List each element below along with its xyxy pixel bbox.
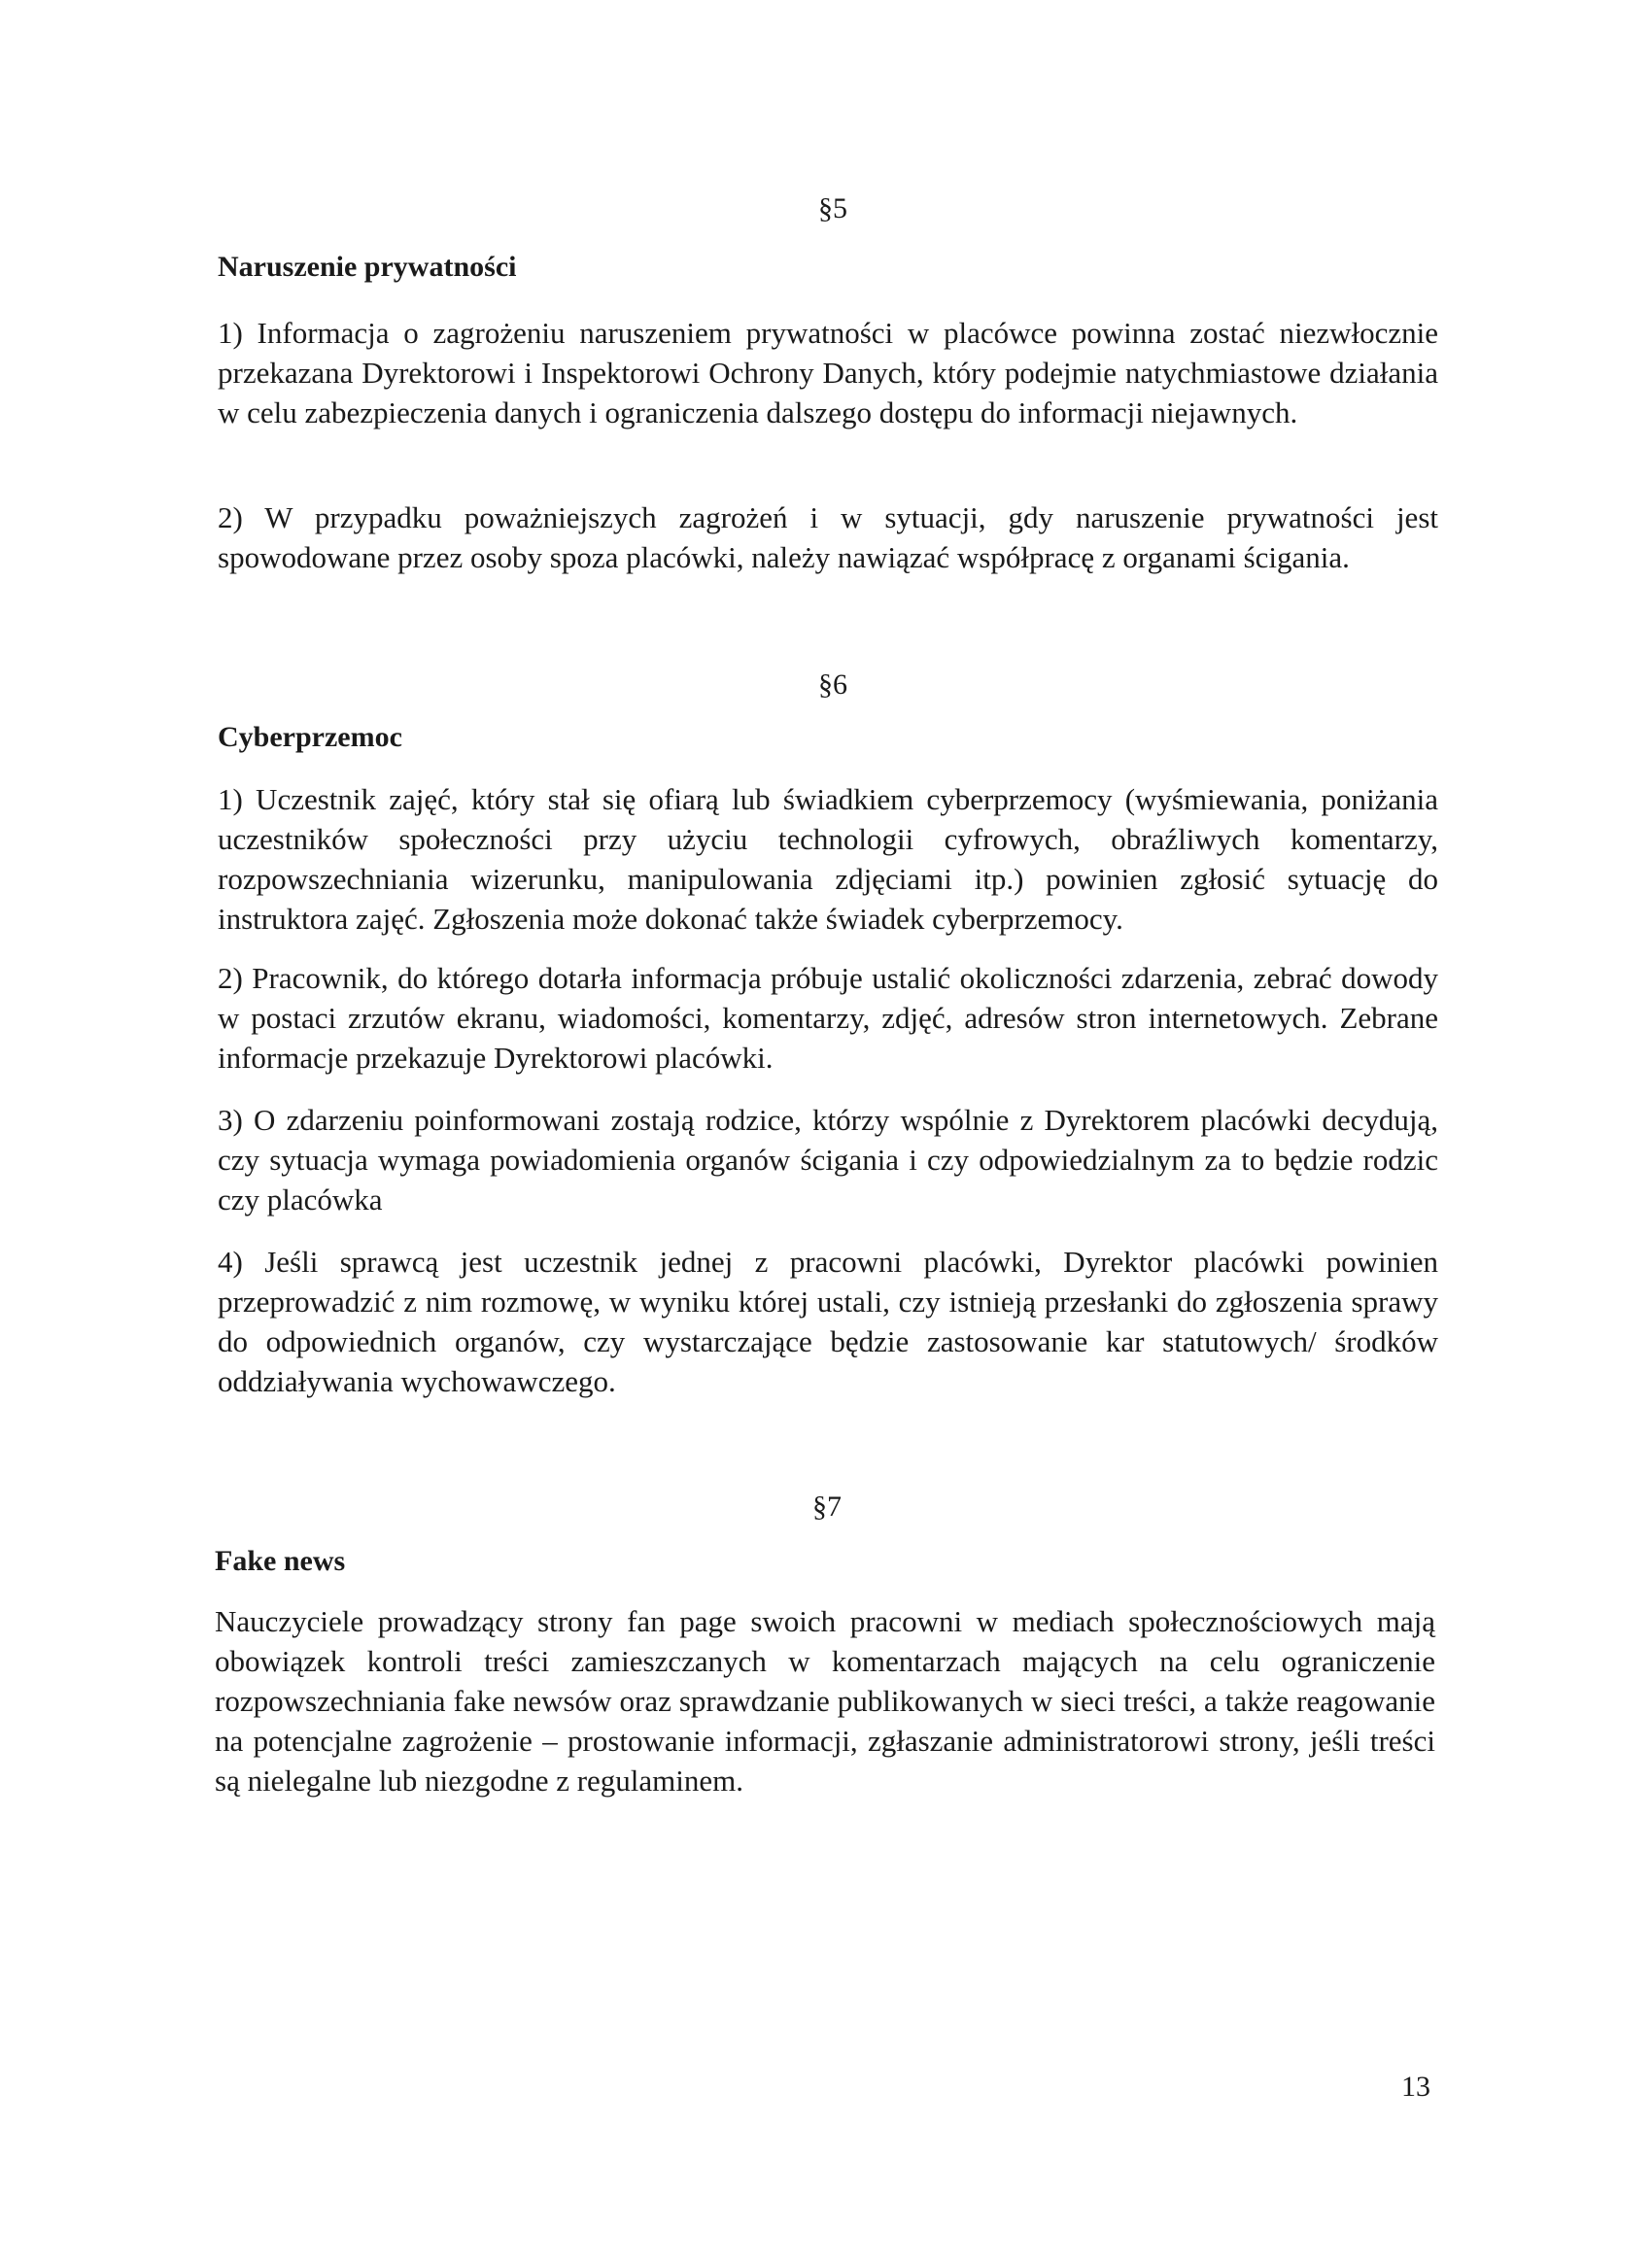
section-number: §6 (818, 668, 847, 701)
paragraph: 3) O zdarzeniu poinformowani zostają rodzice, którzy wspólnie z Dyrektorem placówki decydują, czy sytuacja wymaga powiadomienia organów ścigania i czy odpowiedzialnym za to będzie rodzic czy placówka (218, 1103, 1438, 1217)
paragraph: 1) Uczestnik zajęć, który stał się ofiarą lub świadkiem cyberprzemocy (wyśmiewania, poniżania uczestników społeczności przy użyciu technologii cyfrowych, obraźliwych komentarzy, rozpowszechniania wizerunku, manipulowania zdjęciami itp.) powinien zgłosić sytuację do instruktora zajęć. Zgłoszenia może dokonać także świadek cyberprzemocy. (218, 782, 1438, 936)
paragraph: 2) W przypadku poważniejszych zagrożeń i w sytuacji, gdy naruszenie prywatności jest spowodowane przez osoby spoza placówki, należy nawiązać współpracę z organami ścigania. (218, 500, 1438, 574)
paragraph: 4) Jeśli sprawcą jest uczestnik jednej z pracowni placówki, Dyrektor placówki powinien przeprowadzić z nim rozmowę, w wyniku której ustali, czy istnieją przesłanki do zgłoszenia sprawy do odpowiednich organów, czy wystarczające będzie zastosowanie kar statutowych/ środków oddziaływania wychowawczego. (218, 1245, 1438, 1398)
paragraph: Nauczyciele prowadzący strony fan page swoich pracowni w mediach społecznościowych mają obowiązek kontroli treści zamieszczanych w komentarzach mających na celu ograniczenie rozpowszechniania fake newsów oraz sprawdzanie publikowanych w sieci treści, a także reagowanie na potencjalne zagrożenie – prostowanie informacji, zgłaszanie administratorowi strony, jeśli treści są nielegalne lub niezgodne z regulaminem. (215, 1604, 1435, 1798)
section-title: Naruszenie prywatności (218, 251, 517, 283)
page-number: 13 (1401, 2071, 1430, 2103)
paragraph: 1) Informacja o zagrożeniu naruszeniem prywatności w placówce powinna zostać niezwłocznie przekazana Dyrektorowi i Inspektorowi Ochrony Danych, który podejmie natychmiastowe działania w celu zabezpieczenia danych i ograniczenia dalszego dostępu do informacji niejawnych. (218, 316, 1438, 429)
paragraph: 2) Pracownik, do którego dotarła informacja próbuje ustalić okoliczności zdarzenia, zebrać dowody w postaci zrzutów ekranu, wiadomości, komentarzy, zdjęć, adresów stron internetowych. Zebrane informacje przekazuje Dyrektorowi placówki. (218, 961, 1438, 1075)
section-number: §7 (812, 1491, 842, 1523)
section-number: §5 (818, 192, 847, 224)
section-title: Fake news (215, 1545, 346, 1577)
section-title: Cyberprzemoc (218, 721, 402, 753)
